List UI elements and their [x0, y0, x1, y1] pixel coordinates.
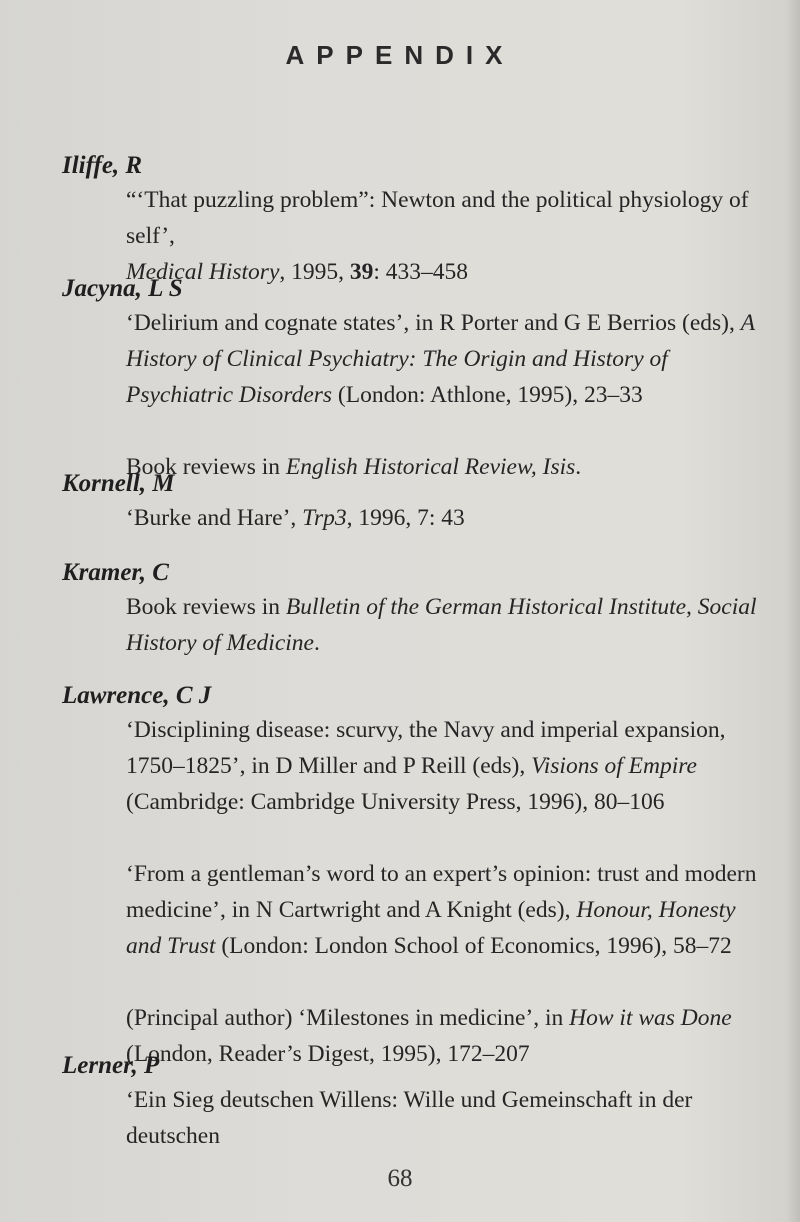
- citation: ‘Burke and Hare’, Trp3, 1996, 7: 43: [126, 505, 465, 531]
- author-name: Jacyna, L S: [62, 275, 183, 302]
- author-name: Kornell, M: [62, 470, 175, 497]
- author-name: Kramer, C: [62, 559, 169, 586]
- bibliography-entry-kornell: [62, 468, 762, 536]
- bibliography-entry-lerner: [62, 1050, 762, 1154]
- citation: Book reviews in Bulletin of the German Historical Institute, Social History of Medicine.: [126, 594, 757, 656]
- bibliography-entry-iliffe: [62, 150, 762, 290]
- bibliography-entry-jacyna: [62, 273, 762, 485]
- author-name: Lerner, P: [62, 1052, 160, 1079]
- author-name: Iliffe, R: [62, 152, 143, 179]
- citation: (Principal author) ‘Milestones in medicine’, in How it was Done (London, Reader’s Digest, 1995), 172–207: [126, 1005, 732, 1067]
- citation: ‘From a gentleman’s word to an expert’s opinion: trust and modern medicine’, in N Cartwright and A Knight (eds), Honour, Honesty and Trust (London: London School of Economics, 1996), 58–72: [126, 861, 757, 959]
- citation: ‘Disciplining disease: scurvy, the Navy and imperial expansion, 1750–1825’, in D Miller and P Reill (eds), Visions of Empire (Cambridge: Cambridge University Press, 1996), 80–106: [126, 717, 726, 815]
- citation: Book reviews in English Historical Review, Isis.: [126, 454, 582, 480]
- citation: ‘Ein Sieg deutschen Willens: Wille und Gemeinschaft in der deutschen: [126, 1087, 693, 1149]
- author-name: Lawrence, C J: [62, 682, 212, 709]
- bibliography-entry-kramer: [62, 557, 762, 661]
- page-number: 68: [387, 1165, 413, 1192]
- page-edge-shadow: [786, 0, 800, 1222]
- bibliography-entry-lawrence: [62, 680, 762, 1072]
- citation: “‘That puzzling problem”: Newton and the political physiology of self’, Medical History, 1995, 39: 433–458: [126, 187, 749, 285]
- citation: ‘Delirium and cognate states’, in R Porter and G E Berrios (eds), A History of Clinical Psychiatry: The Origin and History of Psychiatric Disorders (London: Athlone, 1995), 23–33: [126, 310, 755, 408]
- running-header: APPENDIX: [285, 40, 515, 70]
